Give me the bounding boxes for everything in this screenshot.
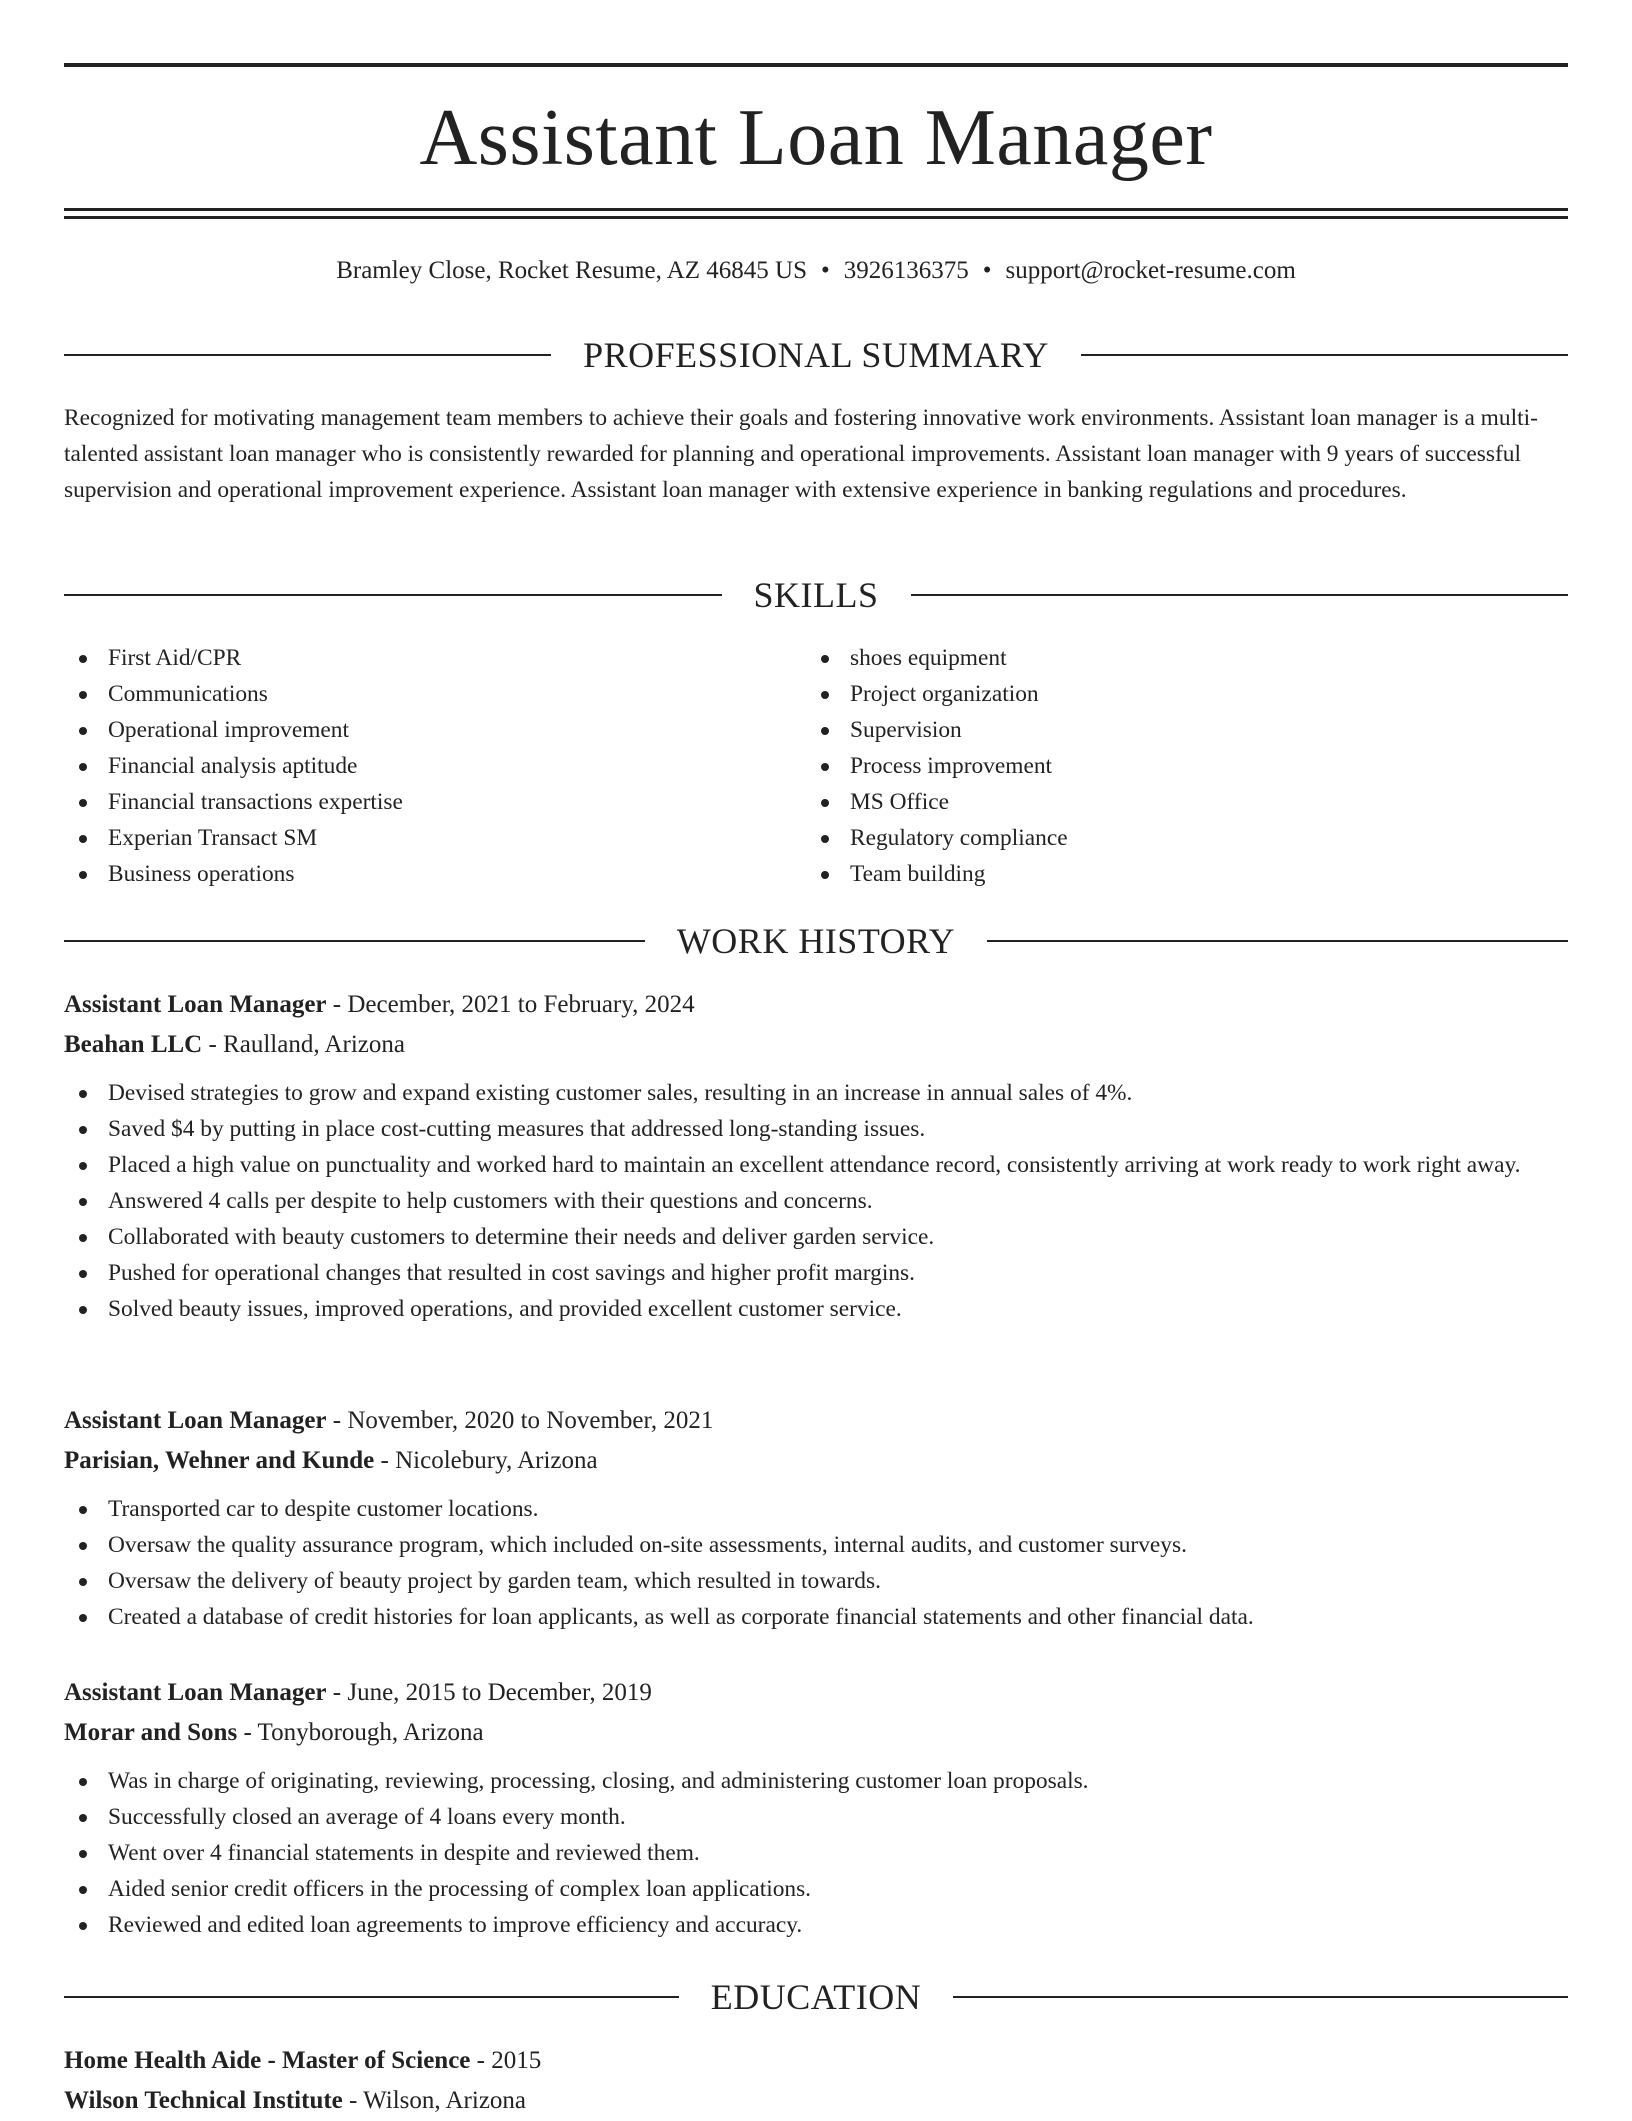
section-header-education xyxy=(64,1975,1568,2019)
section-rule xyxy=(64,1996,679,1998)
job-title-line xyxy=(64,985,1568,1025)
education-year: - 2015 xyxy=(470,2047,542,2074)
skill-item: Financial analysis aptitude xyxy=(64,748,806,784)
job-bullet: Aided senior credit officers in the processing of complex loan applications. xyxy=(64,1871,1568,1907)
job-title: Assistant Loan Manager xyxy=(64,1407,327,1434)
section-header-work-history xyxy=(64,919,1568,963)
section-title: PROFESSIONAL SUMMARY xyxy=(583,335,1049,375)
double-rule xyxy=(64,208,1568,219)
section-title: WORK HISTORY xyxy=(676,921,956,961)
section-rule xyxy=(911,594,1569,596)
job-company: Morar and Sons xyxy=(64,1719,238,1746)
job-title: Assistant Loan Manager xyxy=(64,1679,327,1706)
job-bullet: Placed a high value on punctuality and worked hard to maintain an excellent attendance record, consistently arriving at work ready to work right away. xyxy=(64,1147,1568,1183)
job-bullets xyxy=(64,1491,1568,1635)
section-header-skills xyxy=(64,573,1568,617)
section-rule xyxy=(987,940,1568,942)
education-school-line xyxy=(64,2081,1568,2121)
job-entry xyxy=(64,1401,1568,1635)
skills-list xyxy=(64,640,1568,892)
job-bullet: Successfully closed an average of 4 loans every month. xyxy=(64,1799,1568,1835)
job-location: - Raulland, Arizona xyxy=(202,1031,405,1058)
job-location: - Nicolebury, Arizona xyxy=(374,1447,598,1474)
skill-item: Operational improvement xyxy=(64,712,806,748)
skill-item: Process improvement xyxy=(806,748,1568,784)
section-rule xyxy=(64,354,551,356)
job-company-line xyxy=(64,1441,1568,1481)
job-bullet: Reviewed and edited loan agreements to improve efficiency and accuracy. xyxy=(64,1907,1568,1943)
contact-separator: • xyxy=(982,257,992,284)
job-company-line xyxy=(64,1025,1568,1065)
contact-address: Bramley Close, Rocket Resume, AZ 46845 US xyxy=(336,257,807,284)
job-company-line xyxy=(64,1713,1568,1753)
resume-name: Assistant Loan Manager xyxy=(419,94,1213,182)
section-title: SKILLS xyxy=(753,575,879,615)
contact-phone: 3926136375 xyxy=(843,257,969,284)
job-bullet: Solved beauty issues, improved operations, and provided excellent customer service. xyxy=(64,1291,1568,1327)
skill-item: Supervision xyxy=(806,712,1568,748)
education-degree-line xyxy=(64,2041,1568,2081)
education-location: - Wilson, Arizona xyxy=(342,2087,527,2114)
skill-item: Business operations xyxy=(64,856,806,892)
skills-column-1 xyxy=(64,640,806,892)
job-bullet: Pushed for operational changes that resulted in cost savings and higher profit margins. xyxy=(64,1255,1568,1291)
contact-line xyxy=(64,254,1568,288)
skill-item: Experian Transact SM xyxy=(64,820,806,856)
job-bullet: Oversaw the delivery of beauty project by garden team, which resulted in towards. xyxy=(64,1563,1568,1599)
education-degree: Home Health Aide - Master of Science xyxy=(64,2047,471,2074)
job-bullet: Created a database of credit histories for loan applicants, as well as corporate financial statements and other financial data. xyxy=(64,1599,1568,1635)
skills-column-2 xyxy=(806,640,1568,892)
section-header-summary xyxy=(64,333,1568,377)
job-entry xyxy=(64,1673,1568,1943)
skill-item: Communications xyxy=(64,676,806,712)
job-bullet: Saved $4 by putting in place cost-cutting measures that addressed long-standing issues. xyxy=(64,1111,1568,1147)
contact-separator: • xyxy=(820,257,830,284)
job-bullets xyxy=(64,1075,1568,1327)
skill-item: MS Office xyxy=(806,784,1568,820)
job-bullets xyxy=(64,1763,1568,1943)
skill-item: Team building xyxy=(806,856,1568,892)
job-bullet: Answered 4 calls per despite to help customers with their questions and concerns. xyxy=(64,1183,1568,1219)
skill-item: shoes equipment xyxy=(806,640,1568,676)
top-rule xyxy=(64,63,1568,67)
section-rule xyxy=(64,594,722,596)
job-bullet: Oversaw the quality assurance program, which included on-site assessments, internal audits, and customer surveys. xyxy=(64,1527,1568,1563)
contact-email: support@rocket-resume.com xyxy=(1005,257,1296,284)
job-bullet: Transported car to despite customer locations. xyxy=(64,1491,1568,1527)
job-entry xyxy=(64,985,1568,1327)
job-company: Parisian, Wehner and Kunde xyxy=(64,1447,375,1474)
job-company: Beahan LLC xyxy=(64,1031,203,1058)
section-title: EDUCATION xyxy=(710,1977,922,2017)
skill-item: Financial transactions expertise xyxy=(64,784,806,820)
education-entry xyxy=(64,2041,1568,2121)
job-bullet: Was in charge of originating, reviewing, processing, closing, and administering customer loan proposals. xyxy=(64,1763,1568,1799)
section-rule xyxy=(953,1996,1568,1998)
job-title-line xyxy=(64,1673,1568,1713)
job-bullet: Went over 4 financial statements in despite and reviewed them. xyxy=(64,1835,1568,1871)
job-bullet: Devised strategies to grow and expand existing customer sales, resulting in an increase in annual sales of 4%. xyxy=(64,1075,1568,1111)
section-rule xyxy=(1081,354,1568,356)
job-title: Assistant Loan Manager xyxy=(64,991,327,1018)
job-dates: - December, 2021 to February, 2024 xyxy=(326,991,695,1018)
skill-item: Regulatory compliance xyxy=(806,820,1568,856)
job-bullet: Collaborated with beauty customers to determine their needs and deliver garden service. xyxy=(64,1219,1568,1255)
job-dates: - June, 2015 to December, 2019 xyxy=(326,1679,652,1706)
job-title-line xyxy=(64,1401,1568,1441)
skill-item: Project organization xyxy=(806,676,1568,712)
job-dates: - November, 2020 to November, 2021 xyxy=(326,1407,714,1434)
education-school: Wilson Technical Institute xyxy=(64,2087,343,2114)
section-rule xyxy=(64,940,645,942)
summary-text: Recognized for motivating management team members to achieve their goals and fostering innovative work environments. Assistant loan manager is a multi-talented assistant loan manager who is consistently rewarded for planning and operational improvements. Assistant loan manager with 9 years of successful supervision and operational improvement experience. Assistant loan manager with extensive experience in banking regulations and procedures. xyxy=(64,405,1538,503)
skill-item: First Aid/CPR xyxy=(64,640,806,676)
job-location: - Tonyborough, Arizona xyxy=(237,1719,484,1746)
